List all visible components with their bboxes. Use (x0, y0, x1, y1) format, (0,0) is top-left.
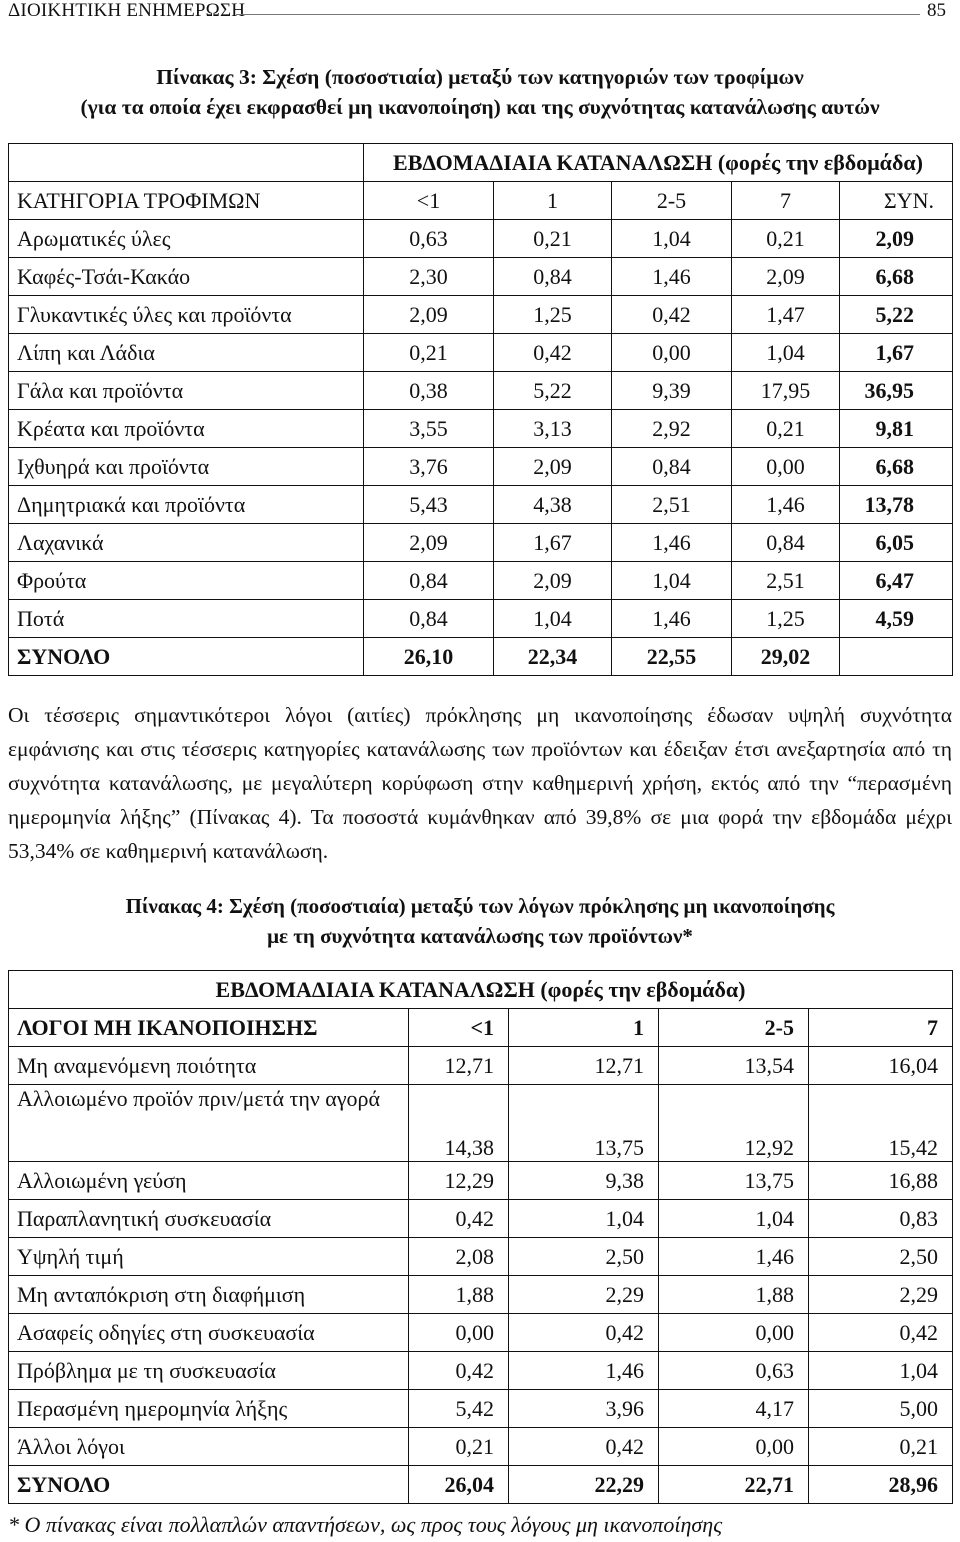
cell: 2,51 (732, 562, 840, 600)
cell: 1,46 (612, 524, 732, 562)
cell: 16,88 (809, 1162, 953, 1200)
table3-header-lt1: <1 (364, 182, 494, 220)
header-rule (236, 14, 920, 15)
total-label: ΣΥΝΟΛΟ (9, 1466, 409, 1504)
cell: 17,95 (732, 372, 840, 410)
cell: 1,25 (732, 600, 840, 638)
cell: 13,75 (509, 1085, 659, 1162)
cell: 0,84 (732, 524, 840, 562)
cell: 0,00 (409, 1314, 509, 1352)
table4-header-1: 1 (509, 1009, 659, 1047)
row-label: Κρέατα και προϊόντα (9, 410, 364, 448)
table-row (9, 296, 953, 334)
row-label: Άλλοι λόγοι (9, 1428, 409, 1466)
cell: 12,29 (409, 1162, 509, 1200)
cell: 1,04 (659, 1200, 809, 1238)
cell: 0,63 (364, 220, 494, 258)
cell: 0,21 (809, 1428, 953, 1466)
cell: 1,47 (732, 296, 840, 334)
table-row (9, 1428, 953, 1466)
table3-banner: ΕΒΔΟΜΑΔΙΑΙΑ ΚΑΤΑΝΑΛΩΣΗ (φορές την εβδομάδα) (364, 144, 953, 182)
cell: 0,00 (612, 334, 732, 372)
cell: 15,42 (809, 1085, 953, 1162)
cell: 0,00 (659, 1314, 809, 1352)
table3-caption (0, 62, 960, 122)
row-label: Λίπη και Λάδια (9, 334, 364, 372)
cell: 1,04 (612, 562, 732, 600)
table4-caption-line1: Πίνακας 4: Σχέση (ποσοστιαία) μεταξύ των λόγων πρόκλησης μη ικανοποίησης (125, 894, 835, 918)
table-row (9, 1085, 953, 1162)
cell: 12,71 (409, 1047, 509, 1085)
cell: 1,67 (494, 524, 612, 562)
table-row (9, 486, 953, 524)
table-row (9, 1276, 953, 1314)
running-title: ΔΙΟΙΚΗΤΙΚΗ ΕΝΗΜΕΡΩΣΗ (8, 0, 246, 21)
cell: 4,17 (659, 1390, 809, 1428)
table3-banner-spacer (9, 144, 364, 182)
cell: 1,88 (409, 1276, 509, 1314)
cell: 4,38 (494, 486, 612, 524)
cell: 3,55 (364, 410, 494, 448)
cell: 1,04 (809, 1352, 953, 1390)
table-row (9, 1390, 953, 1428)
row-total: 36,95 (840, 372, 953, 410)
table4-total-row (9, 1466, 953, 1504)
cell: 0,84 (612, 448, 732, 486)
cell: 13,75 (659, 1162, 809, 1200)
total-cell: 29,02 (732, 638, 840, 676)
table4-caption (0, 891, 960, 951)
cell: 2,09 (364, 524, 494, 562)
total-cell-empty (840, 638, 953, 676)
total-cell: 26,04 (409, 1466, 509, 1504)
table4-header-2-5: 2-5 (659, 1009, 809, 1047)
row-total: 6,47 (840, 562, 953, 600)
cell: 2,08 (409, 1238, 509, 1276)
cell: 12,71 (509, 1047, 659, 1085)
cell: 2,51 (612, 486, 732, 524)
cell: 2,30 (364, 258, 494, 296)
table3-caption-line1: Πίνακας 3: Σχέση (ποσοστιαία) μεταξύ των κατηγοριών των τροφίμων (156, 65, 804, 89)
table4-header-lt1: <1 (409, 1009, 509, 1047)
cell: 1,04 (509, 1200, 659, 1238)
row-total: 6,68 (840, 258, 953, 296)
cell: 0,42 (509, 1428, 659, 1466)
row-total: 6,05 (840, 524, 953, 562)
cell: 1,46 (732, 486, 840, 524)
cell: 0,21 (732, 220, 840, 258)
body-paragraph: Οι τέσσερις σημαντικότεροι λόγοι (αιτίες) πρόκλησης μη ικανοποίησης έδωσαν υψηλή συχνότητα εμφάνισης και στις τέσσερις κατηγορίες κατανάλωσης των προϊόντων και έδειξαν έτσι ανεξαρτησία από τη συχνότητα κατανάλωσης, με μεγαλύτερη κορύφωση στην καθημερινή χρήση, εκτός από την “περασμένη ημερομηνία λήξης” (Πίνακας 4). Τα ποσοστά κυμάνθηκαν από 39,8% σε μια φορά την εβδομάδα μέχρι 53,34% σε καθημερινή κατανάλωση. (8, 703, 952, 863)
cell: 3,76 (364, 448, 494, 486)
row-label: Λαχανικά (9, 524, 364, 562)
cell: 0,84 (364, 562, 494, 600)
table-row (9, 1162, 953, 1200)
total-cell: 22,29 (509, 1466, 659, 1504)
cell: 9,39 (612, 372, 732, 410)
cell: 2,50 (809, 1238, 953, 1276)
row-total: 2,09 (840, 220, 953, 258)
table3-header-row (9, 182, 953, 220)
cell: 2,09 (494, 448, 612, 486)
table3-header-1: 1 (494, 182, 612, 220)
table3-banner-row (9, 144, 953, 182)
cell: 1,46 (612, 258, 732, 296)
cell: 16,04 (809, 1047, 953, 1085)
cell: 0,63 (659, 1352, 809, 1390)
table-row (9, 334, 953, 372)
row-total: 4,59 (840, 600, 953, 638)
table-row (9, 1238, 953, 1276)
table3-header-7: 7 (732, 182, 840, 220)
row-total: 13,78 (840, 486, 953, 524)
table4-header-7: 7 (809, 1009, 953, 1047)
table3-header-2-5: 2-5 (612, 182, 732, 220)
row-label: Γλυκαντικές ύλες και προϊόντα (9, 296, 364, 334)
cell: 0,38 (364, 372, 494, 410)
cell: 3,96 (509, 1390, 659, 1428)
row-total: 9,81 (840, 410, 953, 448)
cell: 0,42 (409, 1352, 509, 1390)
row-label: Αλλοιωμένο προϊόν πριν/μετά την αγορά (9, 1085, 409, 1162)
cell: 5,42 (409, 1390, 509, 1428)
table4-banner-row (9, 971, 953, 1009)
cell: 13,54 (659, 1047, 809, 1085)
row-label: Δημητριακά και προϊόντα (9, 486, 364, 524)
table-row (9, 448, 953, 486)
total-cell: 22,34 (494, 638, 612, 676)
cell: 1,46 (612, 600, 732, 638)
cell: 2,09 (364, 296, 494, 334)
page-header (0, 0, 960, 24)
cell: 1,25 (494, 296, 612, 334)
table-row (9, 372, 953, 410)
cell: 3,13 (494, 410, 612, 448)
row-label: Φρούτα (9, 562, 364, 600)
table3-total-row (9, 638, 953, 676)
table3-header-total: ΣΥΝ. (840, 182, 953, 220)
table-row (9, 1200, 953, 1238)
row-label: Μη ανταπόκριση στη διαφήμιση (9, 1276, 409, 1314)
cell: 2,92 (612, 410, 732, 448)
cell: 5,43 (364, 486, 494, 524)
cell: 0,00 (659, 1428, 809, 1466)
footnote: * Ο πίνακας είναι πολλαπλών απαντήσεων, ως προς τους λόγους μη ικανοποίησης (8, 1512, 723, 1537)
cell: 0,21 (409, 1428, 509, 1466)
table3 (8, 143, 953, 676)
cell: 2,50 (509, 1238, 659, 1276)
cell: 0,21 (732, 410, 840, 448)
row-label: Πρόβλημα με τη συσκευασία (9, 1352, 409, 1390)
total-label: ΣΥΝΟΛΟ (9, 638, 364, 676)
row-total: 6,68 (840, 448, 953, 486)
cell: 2,29 (509, 1276, 659, 1314)
table-row (9, 524, 953, 562)
table4-header-reasons: ΛΟΓΟΙ ΜΗ ΙΚΑΝΟΠΟΙΗΣΗΣ (9, 1009, 409, 1047)
cell: 0,42 (409, 1200, 509, 1238)
table-row (9, 220, 953, 258)
row-label: Παραπλανητική συσκευασία (9, 1200, 409, 1238)
row-label: Ασαφείς οδηγίες στη συσκευασία (9, 1314, 409, 1352)
row-label: Ποτά (9, 600, 364, 638)
row-label: Μη αναμενόμενη ποιότητα (9, 1047, 409, 1085)
total-cell: 28,96 (809, 1466, 953, 1504)
row-label: Αρωματικές ύλες (9, 220, 364, 258)
row-label: Αλλοιωμένη γεύση (9, 1162, 409, 1200)
table-row (9, 410, 953, 448)
cell: 2,29 (809, 1276, 953, 1314)
total-cell: 22,71 (659, 1466, 809, 1504)
cell: 2,09 (494, 562, 612, 600)
cell: 1,46 (509, 1352, 659, 1390)
table3-header-category: ΚΑΤΗΓΟΡΙΑ ΤΡΟΦΙΜΩΝ (9, 182, 364, 220)
table4-header-row (9, 1009, 953, 1047)
row-label: Ιχθυηρά και προϊόντα (9, 448, 364, 486)
cell: 0,42 (612, 296, 732, 334)
cell: 0,21 (364, 334, 494, 372)
row-total: 5,22 (840, 296, 953, 334)
table-row (9, 600, 953, 638)
cell: 0,84 (494, 258, 612, 296)
table-row (9, 562, 953, 600)
total-cell: 22,55 (612, 638, 732, 676)
cell: 0,21 (494, 220, 612, 258)
table-row (9, 258, 953, 296)
cell: 9,38 (509, 1162, 659, 1200)
table4 (8, 970, 953, 1504)
cell: 1,04 (732, 334, 840, 372)
cell: 1,88 (659, 1276, 809, 1314)
cell: 5,22 (494, 372, 612, 410)
cell: 0,84 (364, 600, 494, 638)
cell: 0,00 (732, 448, 840, 486)
table-row (9, 1352, 953, 1390)
cell: 0,42 (509, 1314, 659, 1352)
table3-caption-line2: (για τα οποία έχει εκφρασθεί μη ικανοποίηση) και της συχνότητας κατανάλωσης αυτών (80, 95, 880, 119)
total-cell: 26,10 (364, 638, 494, 676)
cell: 1,04 (612, 220, 732, 258)
table-row (9, 1314, 953, 1352)
cell: 0,83 (809, 1200, 953, 1238)
row-label: Περασμένη ημερομηνία λήξης (9, 1390, 409, 1428)
cell: 2,09 (732, 258, 840, 296)
cell: 1,04 (494, 600, 612, 638)
row-label: Καφές-Τσάι-Κακάο (9, 258, 364, 296)
table-row (9, 1047, 953, 1085)
cell: 12,92 (659, 1085, 809, 1162)
cell: 0,42 (809, 1314, 953, 1352)
cell: 1,46 (659, 1238, 809, 1276)
cell: 0,42 (494, 334, 612, 372)
row-label: Υψηλή τιμή (9, 1238, 409, 1276)
cell: 14,38 (409, 1085, 509, 1162)
table4-banner: ΕΒΔΟΜΑΔΙΑΙΑ ΚΑΤΑΝΑΛΩΣΗ (φορές την εβδομάδα) (9, 971, 953, 1009)
table4-caption-line2: με τη συχνότητα κατανάλωσης των προϊόντων* (267, 924, 693, 948)
page-number: 85 (927, 0, 946, 21)
cell: 5,00 (809, 1390, 953, 1428)
row-label: Γάλα και προϊόντα (9, 372, 364, 410)
row-total: 1,67 (840, 334, 953, 372)
